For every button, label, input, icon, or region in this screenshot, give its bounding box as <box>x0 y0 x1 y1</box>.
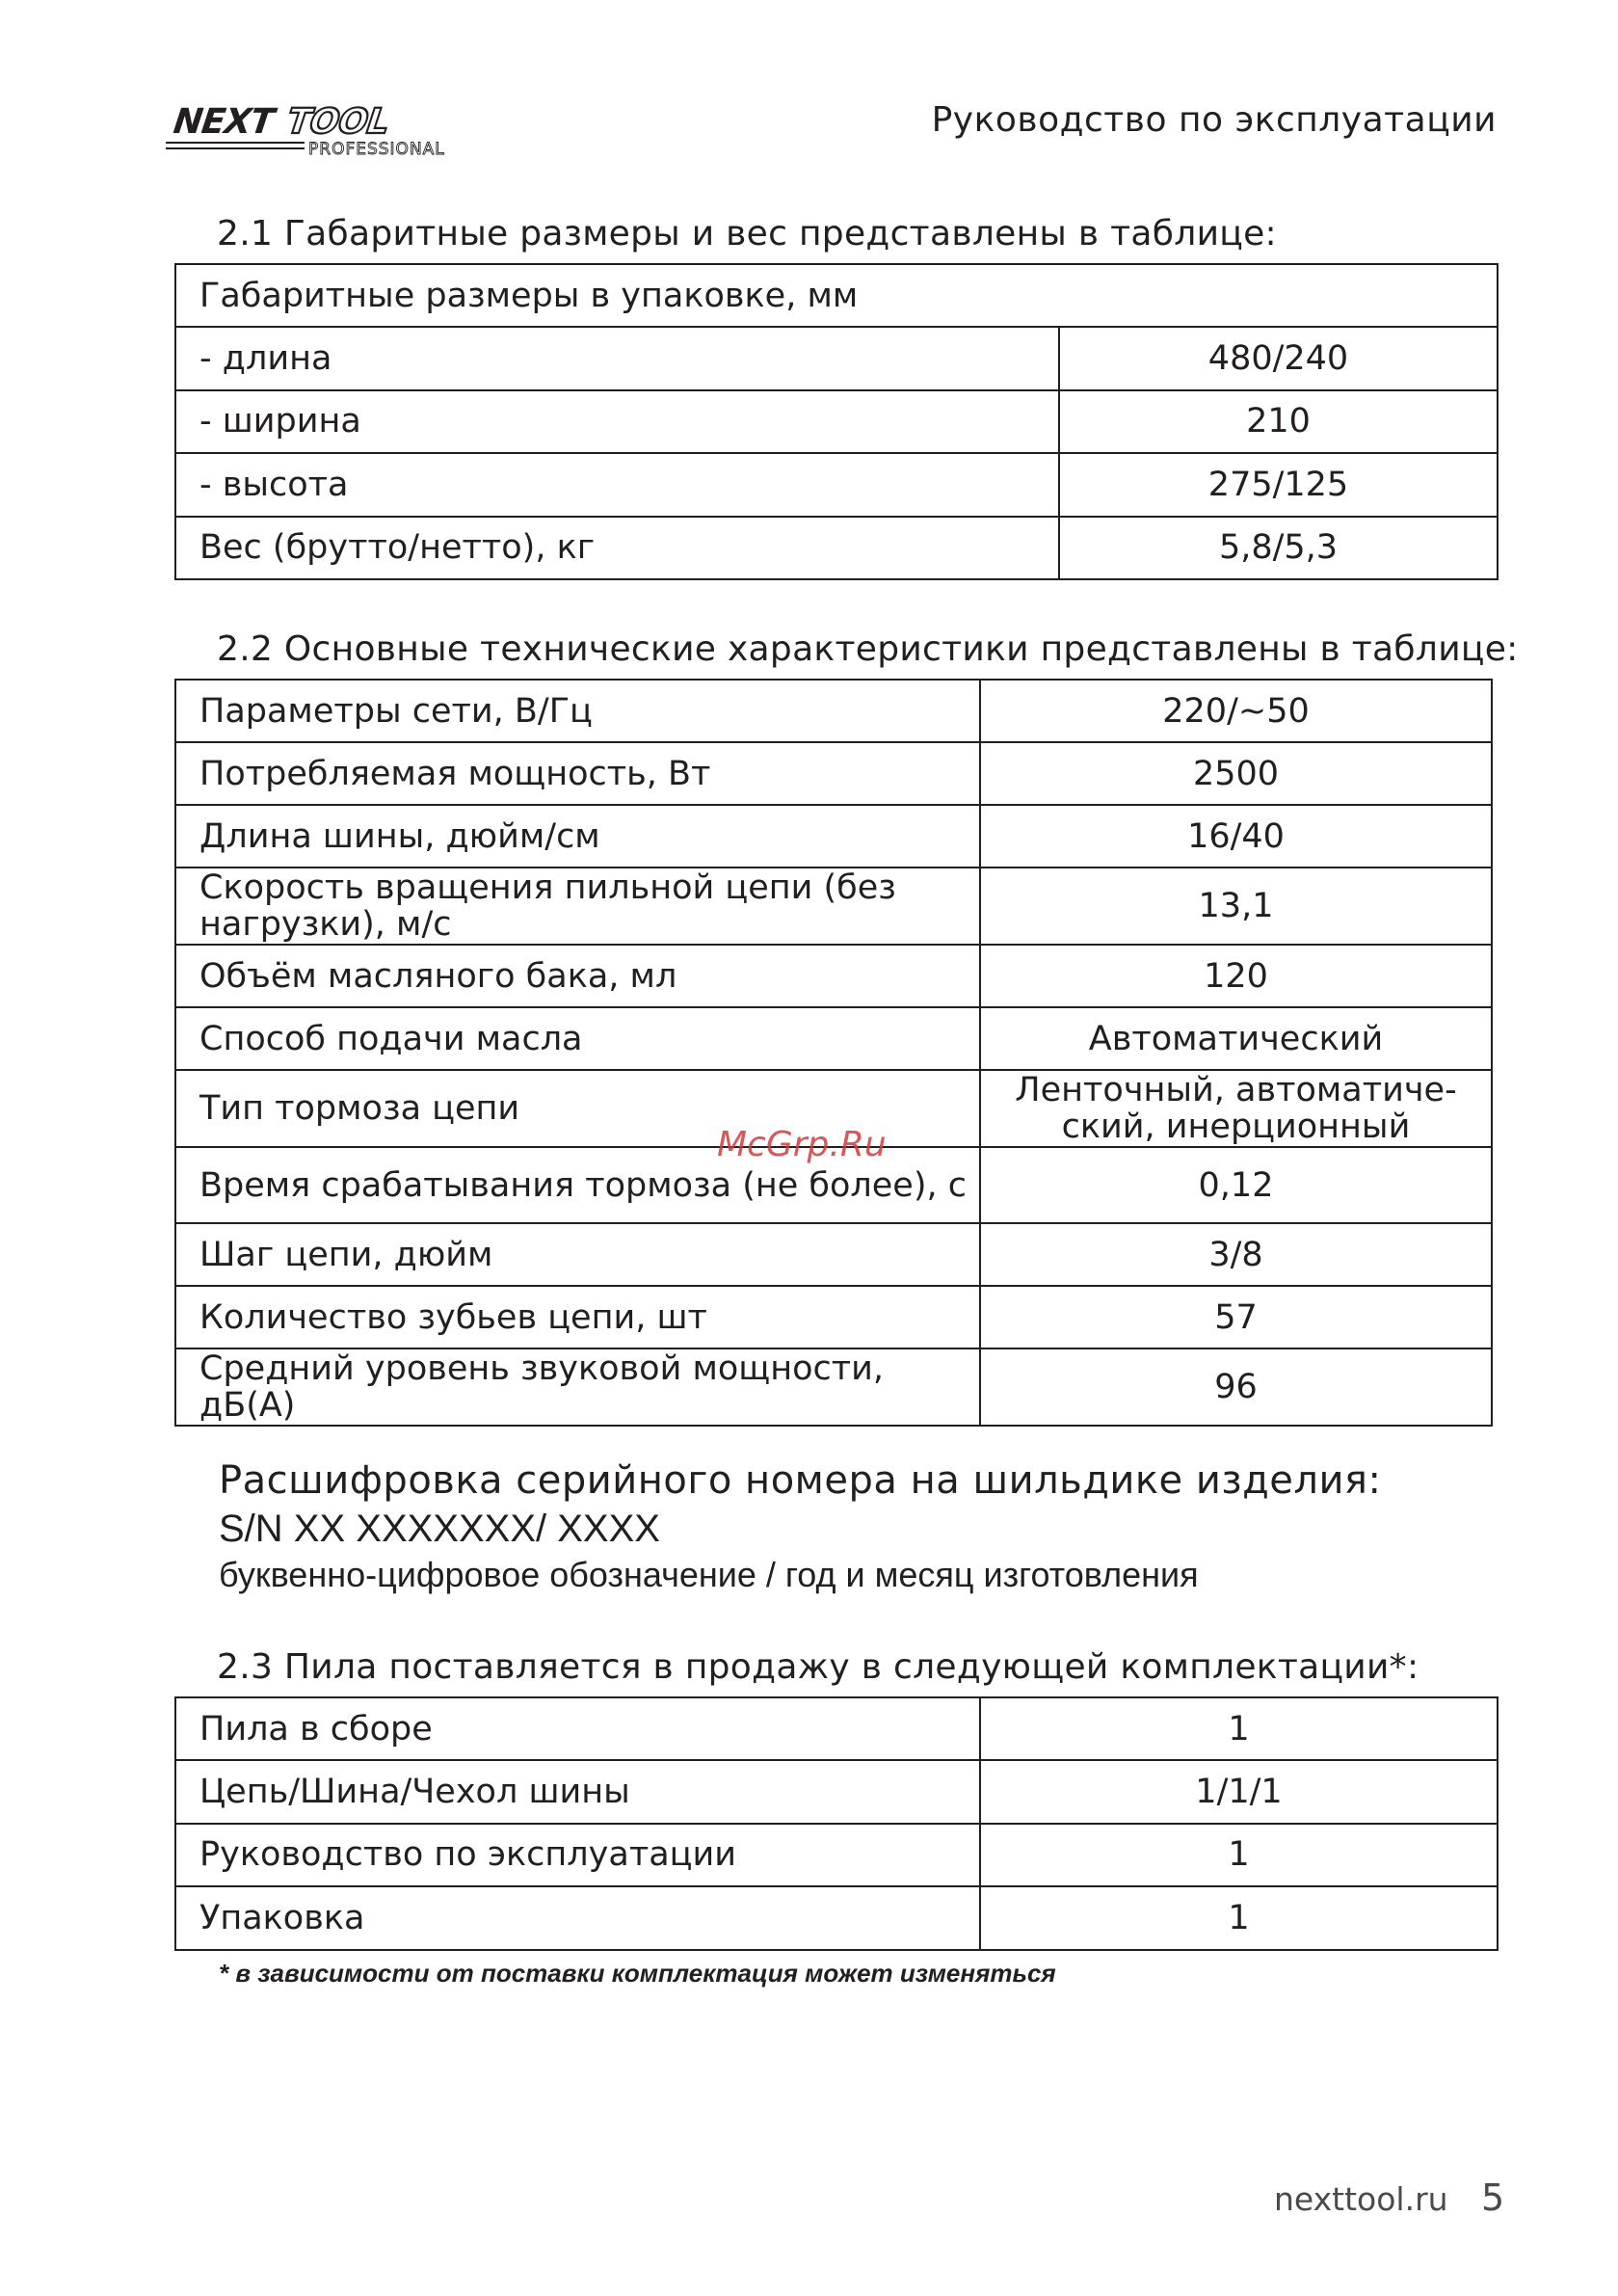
table-row <box>175 1348 1492 1426</box>
row-value: 5,8/5,3 <box>1059 517 1498 579</box>
table-row <box>175 390 1498 453</box>
table-header-cell: Габаритные размеры в упаковке, мм <box>175 264 1498 327</box>
row-label: Длина шины, дюйм/см <box>175 805 980 868</box>
table-row <box>175 680 1492 742</box>
row-label: Тип тормоза цепи <box>175 1070 980 1147</box>
svg-text:NEXT: NEXT <box>167 104 280 142</box>
row-label: Вес (брутто/нетто), кг <box>175 517 1059 579</box>
row-label: Скорость вращения пильной цепи (без нагрузки), м/с <box>175 868 980 945</box>
row-value: 3/8 <box>980 1223 1492 1286</box>
row-label: - длина <box>175 327 1059 389</box>
row-value: 16/40 <box>980 805 1492 868</box>
section-2-2-title: 2.2 Основные технические характеристики представлены в таблице: <box>217 629 1519 669</box>
row-value: 480/240 <box>1059 327 1498 389</box>
footer-website: nexttool.ru <box>1274 2180 1448 2218</box>
page-number: 5 <box>1481 2176 1505 2219</box>
row-value: 1 <box>980 1824 1498 1886</box>
table-row <box>175 945 1492 1007</box>
table-row <box>175 1760 1498 1823</box>
section-2-3-title: 2.3 Пила поставляется в продажу в следующей комплектации*: <box>217 1647 1419 1687</box>
watermark: McGrp.Ru <box>717 1125 887 1164</box>
serial-description: буквенно-цифровое обозначение / год и месяц изготовления <box>219 1555 1199 1594</box>
table-row <box>175 742 1492 805</box>
row-label: Средний уровень звуковой мощности, дБ(А) <box>175 1348 980 1426</box>
table-row <box>175 1824 1498 1886</box>
row-value: 13,1 <box>980 868 1492 945</box>
table-row <box>175 868 1492 945</box>
footnote: * в зависимости от поставки комплектация может изменяться <box>219 1959 1056 1988</box>
row-label: Время срабатывания тормоза (не более), с <box>175 1147 980 1223</box>
serial-title: Расшифровка серийного номера на шильдике изделия: <box>219 1458 1382 1503</box>
table-row <box>175 805 1492 868</box>
row-value: 0,12 <box>980 1147 1492 1223</box>
row-value: Автоматический <box>980 1007 1492 1070</box>
table-row <box>175 517 1498 579</box>
row-label: Количество зубьев цепи, шт <box>175 1286 980 1348</box>
row-label: - ширина <box>175 390 1059 453</box>
row-value: 1/1/1 <box>980 1760 1498 1823</box>
row-label: Объём масляного бака, мл <box>175 945 980 1007</box>
dimensions-table <box>174 263 1499 580</box>
row-label: Цепь/Шина/Чехол шины <box>175 1760 980 1823</box>
row-value: Ленточный, автоматиче-ский, инерционный <box>980 1070 1492 1147</box>
row-label: Параметры сети, В/Гц <box>175 680 980 742</box>
table-row <box>175 327 1498 389</box>
row-value: 2500 <box>980 742 1492 805</box>
brand-logo <box>162 104 518 158</box>
row-label: Шаг цепи, дюйм <box>175 1223 980 1286</box>
row-label: - высота <box>175 453 1059 516</box>
package-contents-table <box>174 1696 1499 1951</box>
table-row <box>175 1007 1492 1070</box>
table-row <box>175 1286 1492 1348</box>
row-value: 57 <box>980 1286 1492 1348</box>
row-label: Пила в сборе <box>175 1697 980 1760</box>
row-value: 220/~50 <box>980 680 1492 742</box>
serial-code: S/N XX XXXXXXX/ XXXX <box>219 1508 660 1550</box>
svg-text:TOOL: TOOL <box>280 104 395 142</box>
row-value: 120 <box>980 945 1492 1007</box>
specs-table <box>174 679 1493 1427</box>
row-label: Упаковка <box>175 1886 980 1949</box>
row-value: 1 <box>980 1697 1498 1760</box>
section-2-1-title: 2.1 Габаритные размеры и вес представлены в таблице: <box>217 214 1277 254</box>
row-value: 210 <box>1059 390 1498 453</box>
row-value: 275/125 <box>1059 453 1498 516</box>
table-row <box>175 1886 1498 1949</box>
table-row <box>175 1697 1498 1760</box>
row-label: Потребляемая мощность, Вт <box>175 742 980 805</box>
table-header-row <box>175 264 1498 327</box>
row-label: Способ подачи масла <box>175 1007 980 1070</box>
row-value: 96 <box>980 1348 1492 1426</box>
header-title: Руководство по эксплуатации <box>931 100 1497 140</box>
table-row <box>175 453 1498 516</box>
row-label: Руководство по эксплуатации <box>175 1824 980 1886</box>
row-value: 1 <box>980 1886 1498 1949</box>
table-row <box>175 1223 1492 1286</box>
svg-text:PROFESSIONAL: PROFESSIONAL <box>308 140 445 158</box>
